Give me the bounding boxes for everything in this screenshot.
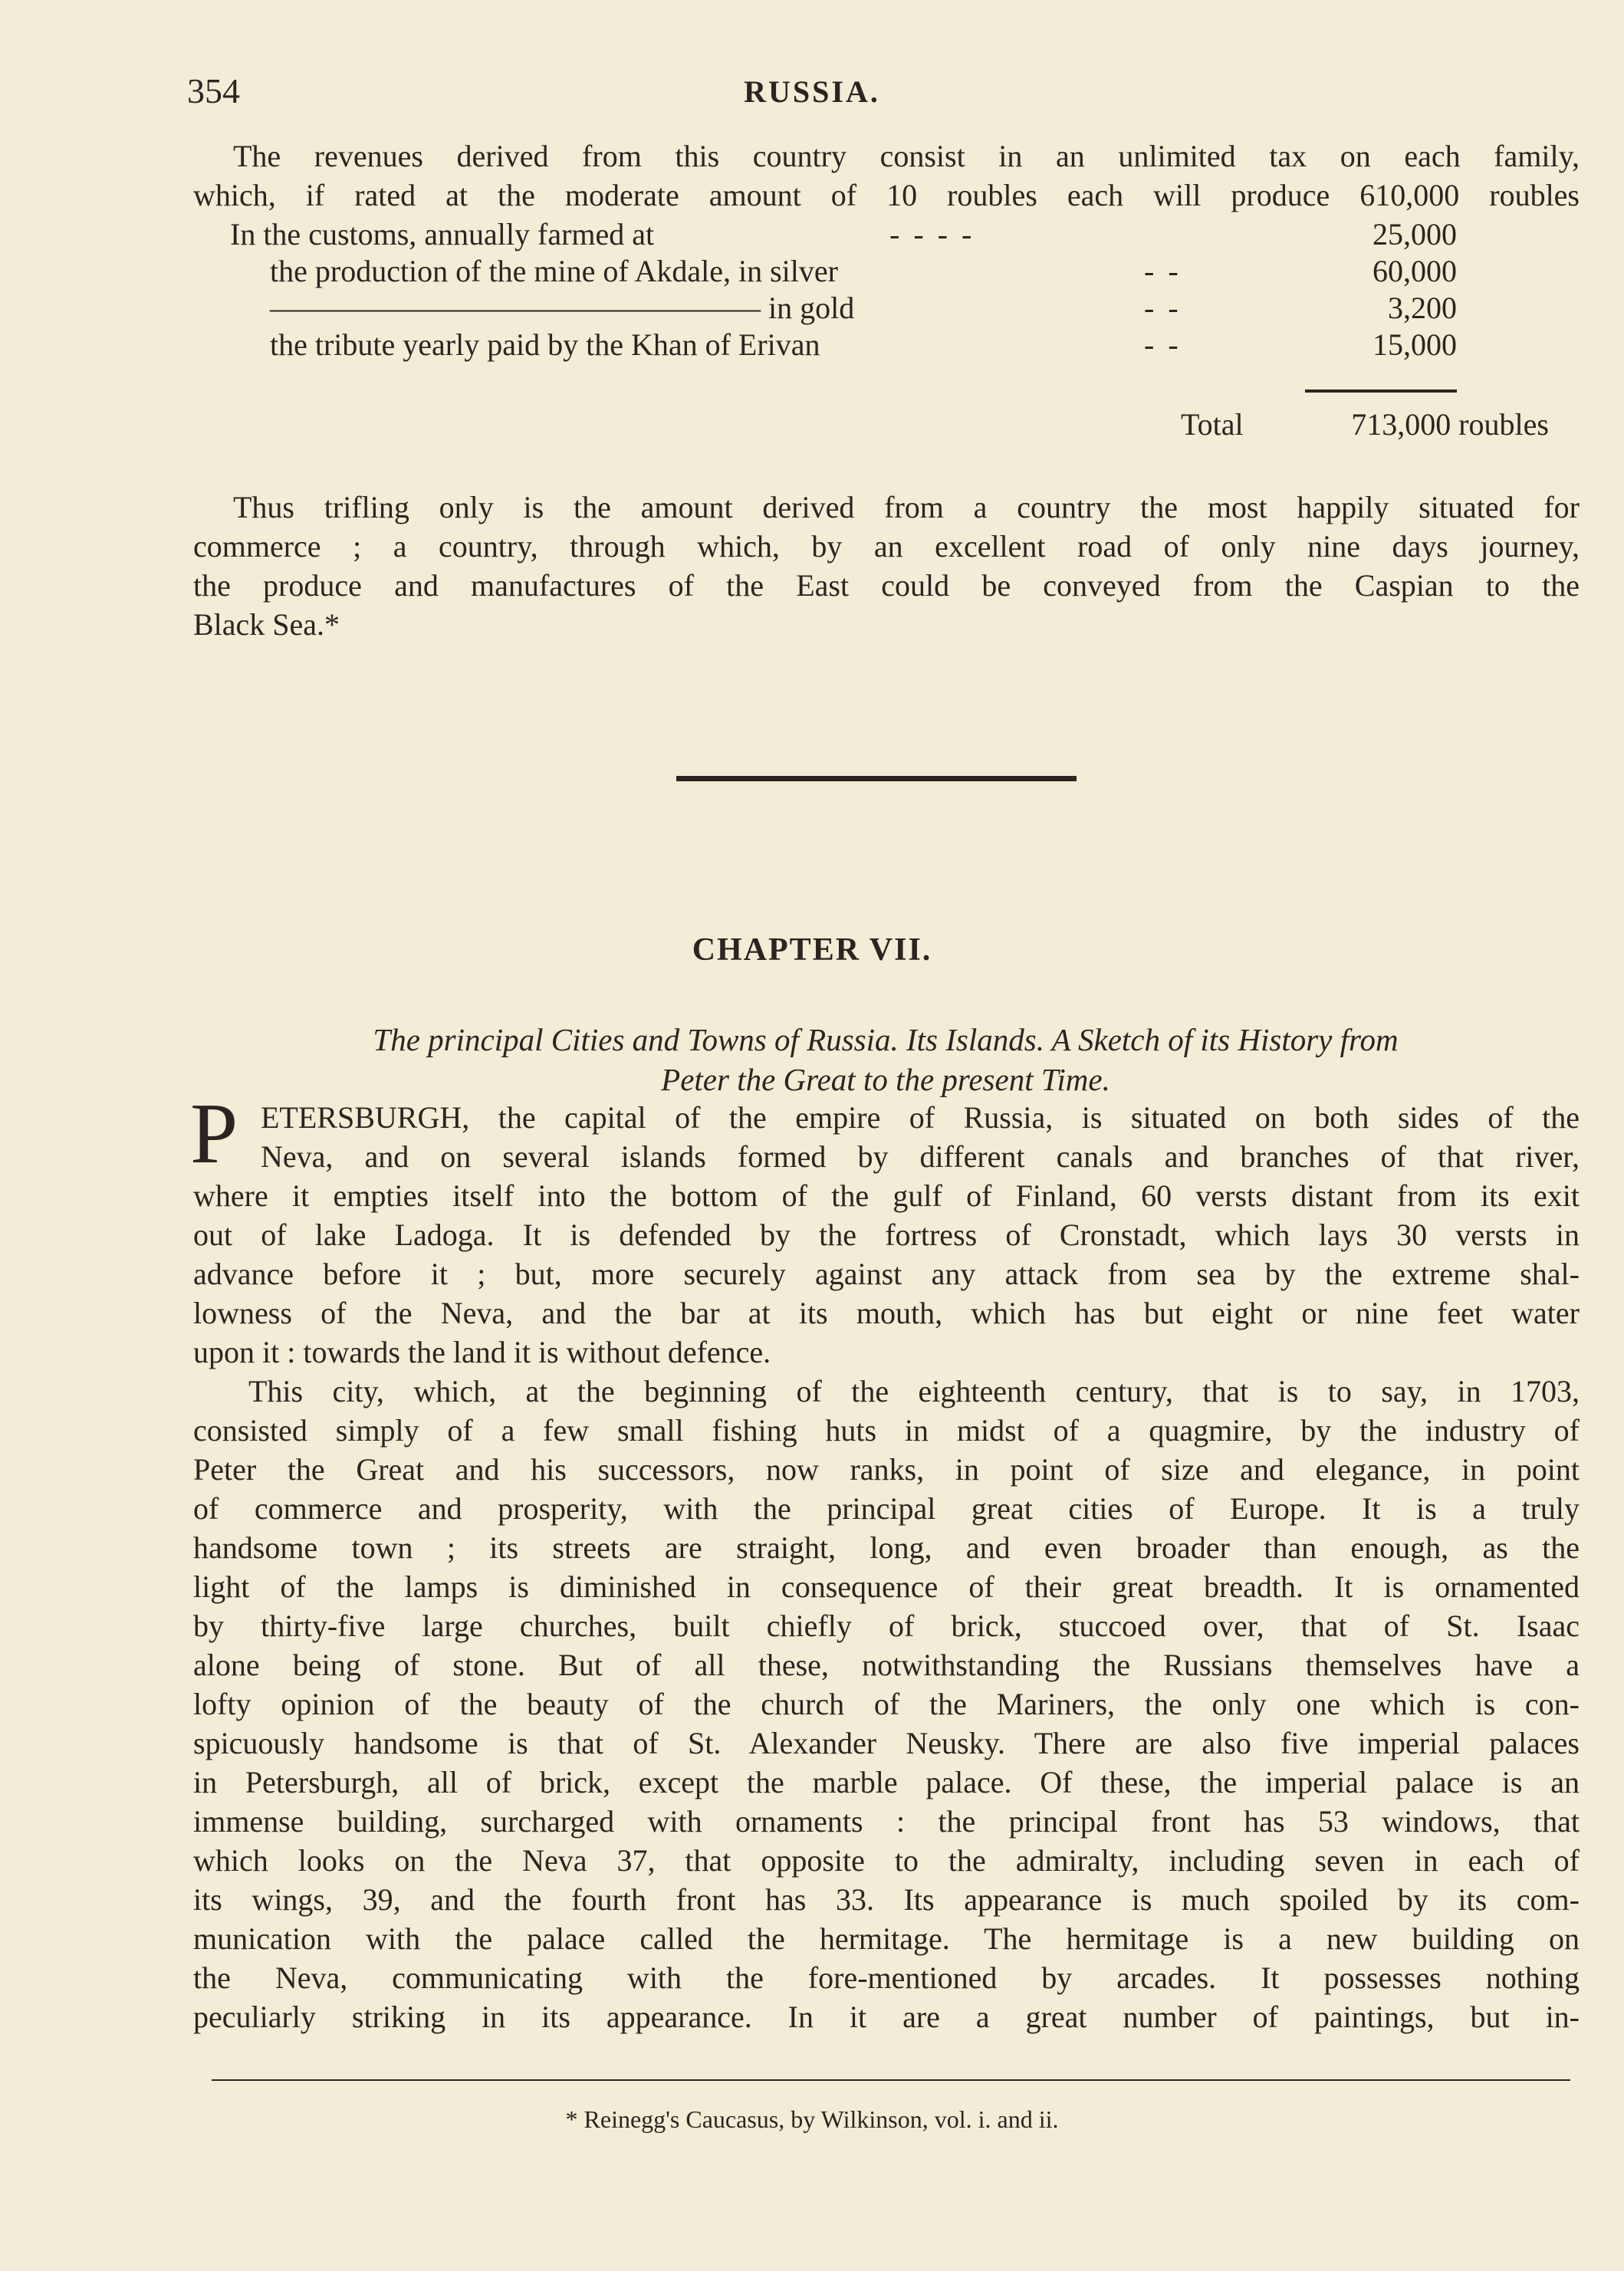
chapter-subtitle-line: The principal Cities and Towns of Russia. Its Islands. A Sketch of its History from [373,1022,1399,1057]
revenue-row [270,327,1457,363]
paragraph-line: out of lake Ladoga. It is defended by the fortress of Cronstadt, which lays 30 versts in [193,1218,1580,1252]
revenue-dots: - - [1144,291,1182,325]
paragraph [193,1176,1580,1372]
paragraph-line: peculiarly striking in its appearance. In it are a great number of paintings, but in- [193,2000,1580,2034]
chapter-subtitle [192,1020,1580,1099]
paragraph [193,488,1580,644]
paragraph-line: of commerce and prosperity, with the principal great cities of Europe. It is a truly [193,1491,1580,1526]
footnote-rule [212,2079,1570,2081]
chapter-divider [676,776,1077,781]
paragraph-line: the produce and manufactures of the East could be conveyed from the Caspian to the [193,568,1580,603]
paragraph-line: munication with the palace called the hermitage. The hermitage is a new building on [193,1921,1580,1956]
paragraph-line: immense building, surcharged with ornaments : the principal front has 53 windows, that [193,1804,1580,1839]
revenue-dots: - - - - [889,217,975,251]
paragraph-line: Neva, and on several islands formed by different canals and branches of that river, [261,1139,1580,1174]
revenue-row [270,290,1457,327]
total-rule [1305,389,1457,393]
revenue-label: the production of the mine of Akdale, in silver [270,254,838,288]
paragraph-line: lowness of the Neva, and the bar at its mouth, which has but eight or nine feet water [193,1296,1580,1330]
revenue-amount: 3,200 [1388,291,1457,325]
paragraph [193,1372,1580,2036]
paragraph-line: light of the lamps is diminished in consequence of their great breadth. It is ornamented [193,1569,1580,1604]
paragraph-line: its wings, 39, and the fourth front has 33. Its appearance is much spoiled by its com- [193,1882,1580,1917]
drop-cap: P [190,1086,238,1182]
revenue-dots: - - [1144,327,1182,362]
revenue-label: In the customs, annually farmed at [230,217,655,251]
paragraph-line: where it empties itself into the bottom of the gulf of Finland, 60 versts distant from its exit [193,1178,1580,1213]
paragraph-line: the Neva, communicating with the fore-mentioned by arcades. It possesses nothing [193,1960,1580,1995]
revenue-intro [193,136,1580,215]
revenue-total-label: Total [1181,407,1244,442]
revenue-row [230,216,1457,253]
paragraph-first-lines [261,1098,1580,1176]
paragraph-line: alone being of stone. But of all these, notwithstanding the Russians themselves have a [193,1648,1580,1682]
paragraph-line: advance before it ; but, more securely against any attack from sea by the extreme shal- [193,1257,1580,1291]
chapter-subtitle-line: Peter the Great to the present Time. [661,1062,1110,1097]
revenue-label: the tribute yearly paid by the Khan of Erivan [270,327,820,362]
revenue-total-row [1181,406,1549,443]
paragraph-line: consisted simply of a few small fishing huts in midst of a quagmire, by the industry of [193,1413,1580,1448]
revenue-intro-line: The revenues derived from this country consist in an unlimited tax on each family, [233,139,1580,173]
paragraph-line: in Petersburgh, all of brick, except the marble palace. Of these, the imperial palace is an [193,1765,1580,1799]
revenue-total-amount: 713,000 roubles [1351,407,1549,442]
revenue-intro-line: which, if rated at the moderate amount of 10 roubles each will produce 610,000 roubles [193,178,1580,212]
revenue-amount: 60,000 [1373,254,1457,288]
paragraph-line: commerce ; a country, through which, by an excellent road of only nine days journey, [193,529,1580,564]
paragraph-line: Thus trifling only is the amount derived from a country the most happily situated for [233,490,1580,524]
page-number: 354 [187,71,240,110]
running-title: RUSSIA. [744,74,880,109]
paragraph-line: ETERSBURGH, the capital of the empire of Russia, is situated on both sides of the [261,1100,1580,1135]
paragraph-line: Black Sea.* [193,607,340,642]
paragraph-line: which looks on the Neva 37, that opposite to the admiralty, including seven in each of [193,1843,1580,1878]
revenue-label: ———————————————— in gold [270,291,855,325]
footnote: * Reinegg's Caucasus, by Wilkinson, vol. i. and ii. [565,2105,1059,2133]
paragraph-line: upon it : towards the land it is without defence. [193,1335,771,1369]
paragraph-line: Peter the Great and his successors, now ranks, in point of size and elegance, in point [193,1452,1580,1487]
paragraph-line: spicuously handsome is that of St. Alexander Neusky. There are also five imperial palaces [193,1726,1580,1760]
revenue-row [270,253,1457,290]
paragraph-line: handsome town ; its streets are straight, long, and even broader than enough, as the [193,1530,1580,1565]
chapter-title: CHAPTER VII. [692,932,932,968]
revenue-dots: - - [1144,254,1182,288]
revenue-amount: 25,000 [1373,217,1457,251]
paragraph-line: lofty opinion of the beauty of the church of the Mariners, the only one which is con- [193,1687,1580,1721]
revenue-amount: 15,000 [1373,327,1457,362]
paragraph-line: This city, which, at the beginning of the eighteenth century, that is to say, in 1703, [248,1374,1580,1408]
paragraph-line: by thirty-five large churches, built chiefly of brick, stuccoed over, that of St. Isaac [193,1609,1580,1643]
